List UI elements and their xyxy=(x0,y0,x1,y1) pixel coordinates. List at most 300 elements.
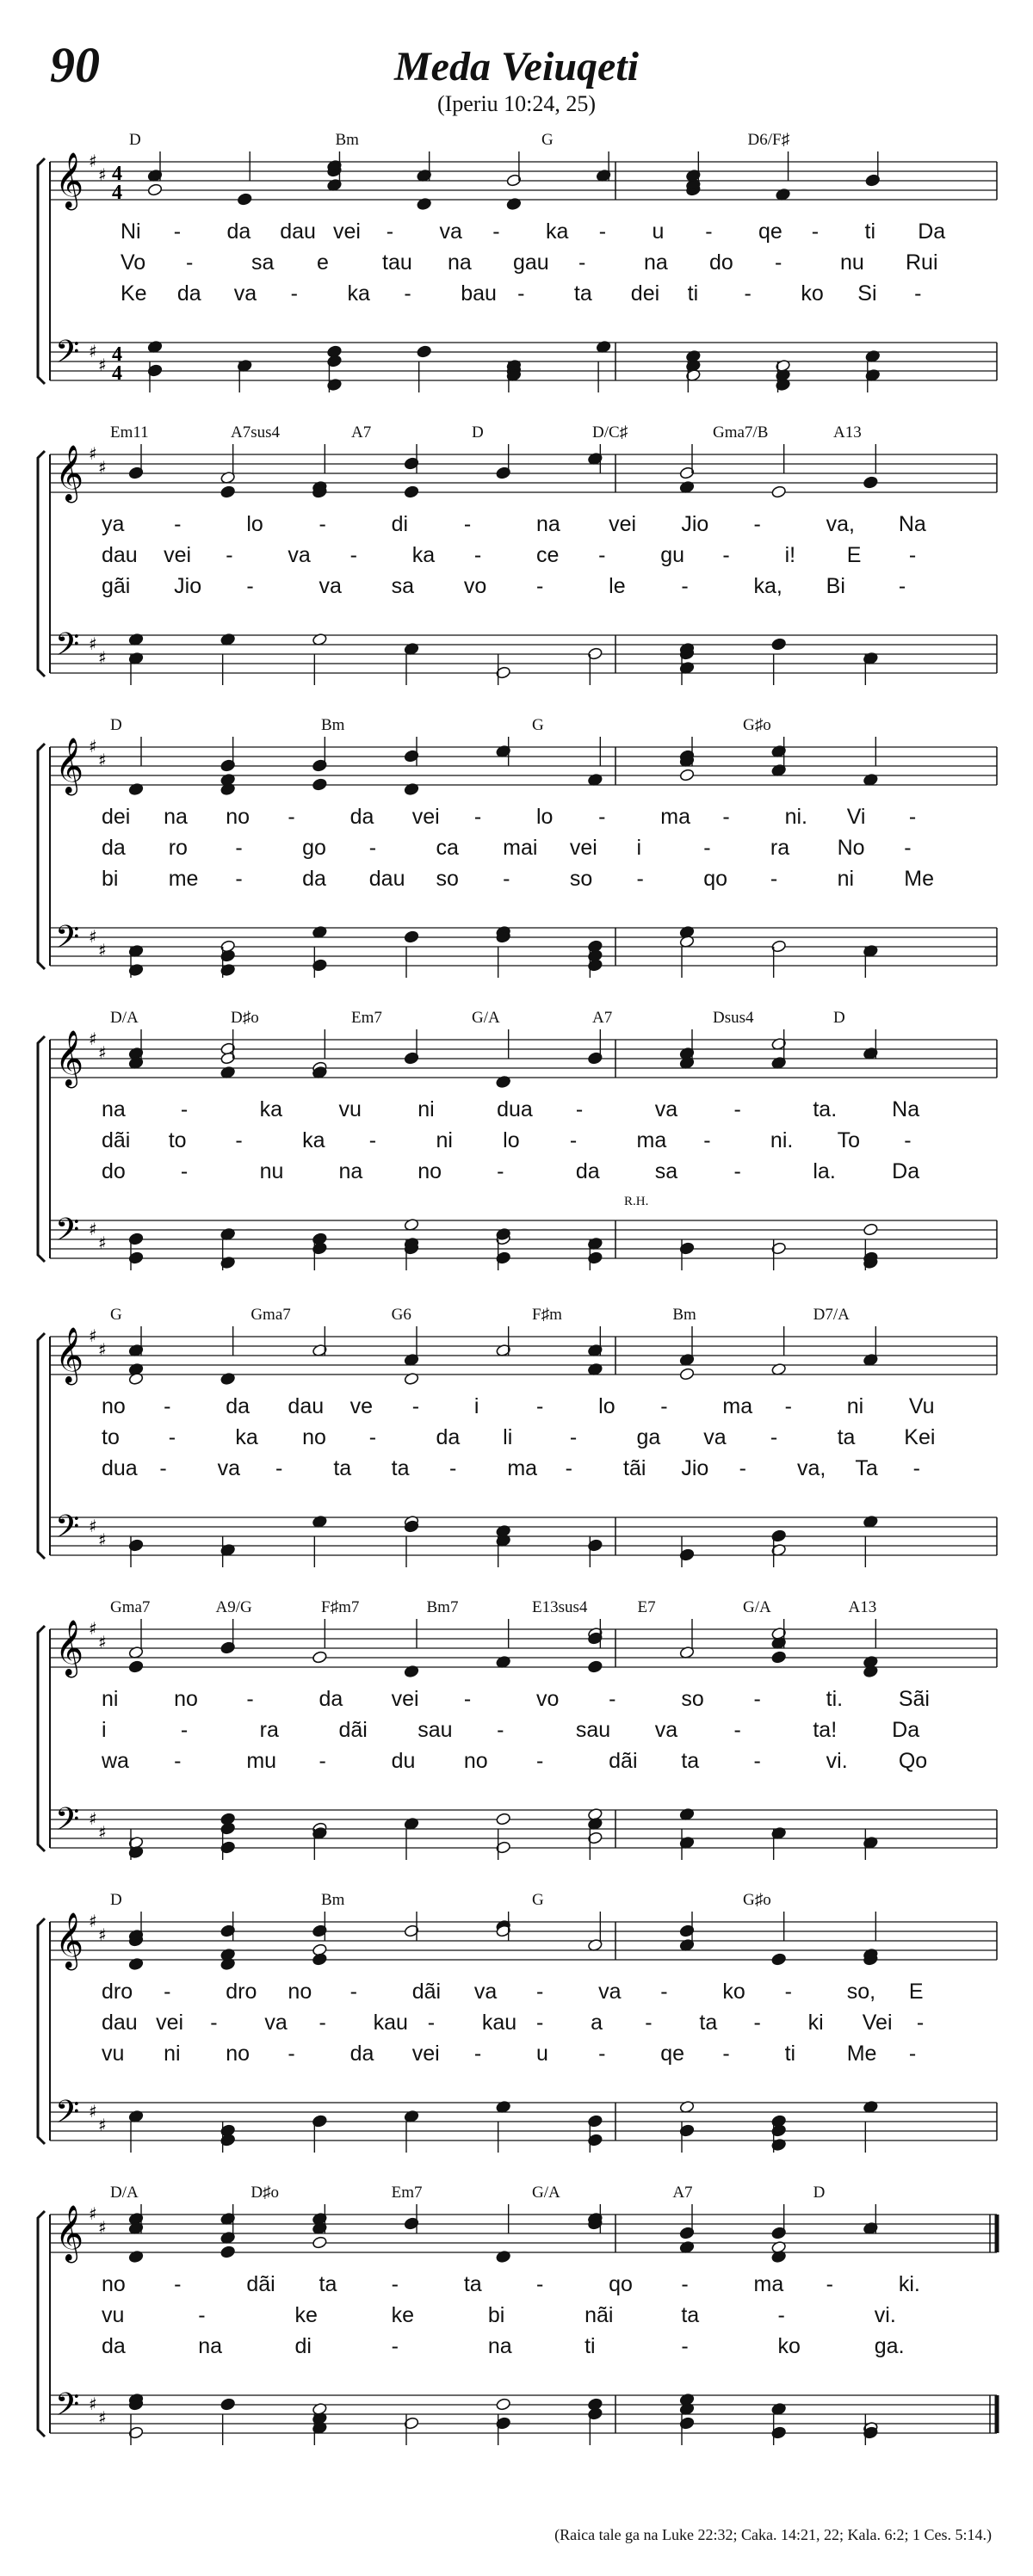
treble-clef: 𝄞 xyxy=(55,1327,84,1383)
chord-symbol: Bm xyxy=(321,1891,345,1909)
lyric-syllable: ka xyxy=(259,1097,283,1121)
lyric-syllable: - xyxy=(404,281,411,306)
lyric-syllable: - xyxy=(319,512,326,536)
lyric-syllable: va, xyxy=(826,512,856,536)
lyric-syllable: ti xyxy=(687,281,699,306)
lyric-syllable: wa xyxy=(102,1749,129,1773)
lyric-syllable: - xyxy=(391,2334,399,2358)
sharp-sign: ♯ xyxy=(89,1516,97,1536)
lyric-syllable: da xyxy=(302,867,326,891)
lyric-syllable: - xyxy=(180,1159,189,1183)
lyric-syllable: ni. xyxy=(784,805,807,829)
lyric-syllable: li xyxy=(503,1425,513,1449)
scripture-reference: (Iperiu 10:24, 25) xyxy=(436,91,597,116)
lyric-syllable: qe xyxy=(758,219,782,244)
lyric-syllable: ni. xyxy=(770,1128,794,1152)
chord-symbol: Em7 xyxy=(351,1009,382,1027)
lyric-syllable: sa xyxy=(391,574,415,598)
lyric-syllable: da xyxy=(226,1394,251,1418)
lyric-syllable: ni xyxy=(837,867,855,891)
lyric-syllable: nu xyxy=(259,1159,284,1183)
music-system xyxy=(0,2173,1033,2466)
lyric-syllable: gau xyxy=(513,250,549,275)
lyric-syllable: ma xyxy=(722,1394,753,1418)
sharp-sign: ♯ xyxy=(89,2101,97,2122)
lyric-syllable: no xyxy=(226,805,251,829)
lyric-syllable: Kei xyxy=(904,1425,936,1449)
lyric-syllable: no xyxy=(102,2272,126,2296)
lyric-syllable: E xyxy=(846,543,862,567)
lyric-syllable: - xyxy=(753,2011,761,2035)
lyric-syllable: ke xyxy=(391,2303,415,2327)
lyric-syllable: dau xyxy=(102,543,138,567)
lyric-syllable: na xyxy=(164,805,188,829)
lyric-syllable: u xyxy=(652,219,665,244)
lyric-syllable: lo xyxy=(598,1394,615,1418)
system-bracket xyxy=(38,1918,45,2144)
lyric-syllable: da xyxy=(349,805,374,829)
lyric-syllable: - xyxy=(681,2334,689,2358)
lyric-syllable: Bi xyxy=(826,574,845,598)
lyric-syllable: ta xyxy=(573,281,592,306)
lyric-syllable: dua xyxy=(497,1097,533,1121)
notehead xyxy=(404,485,419,498)
lyric-syllable: va xyxy=(217,1456,241,1480)
lyric-syllable: Ke xyxy=(121,281,147,306)
lyric-syllable: na xyxy=(338,1159,363,1183)
sharp-sign: ♯ xyxy=(98,355,107,375)
notehead xyxy=(404,930,419,943)
lyric-syllable: Ta xyxy=(855,1456,878,1480)
sharp-sign: ♯ xyxy=(98,1822,107,1843)
lyric-syllable: - xyxy=(660,1394,668,1418)
lyric-syllable: va xyxy=(654,1097,678,1121)
chord-symbol: Dsus4 xyxy=(713,1009,754,1027)
lyric-syllable: Da xyxy=(892,1159,920,1183)
chord-symbol: A7 xyxy=(672,2184,693,2202)
lyric-syllable: Na xyxy=(892,1097,920,1121)
lyric-syllable: - xyxy=(180,1097,189,1121)
chord-symbol: D xyxy=(129,131,141,149)
system-bracket xyxy=(38,158,45,384)
chord-symbol: Gma7/B xyxy=(713,423,769,442)
lyric-syllable: i xyxy=(636,836,642,860)
lyric-syllable: - xyxy=(536,2011,544,2035)
lyric-syllable: lo xyxy=(503,1128,520,1152)
lyric-syllable: va xyxy=(288,543,311,567)
sharp-sign: ♯ xyxy=(89,2203,97,2224)
notehead xyxy=(417,345,432,358)
sharp-sign: ♯ xyxy=(89,633,97,654)
lyric-syllable: - xyxy=(449,1456,457,1480)
lyric-syllable: ko xyxy=(777,2334,801,2358)
sharp-sign: ♯ xyxy=(89,1029,97,1049)
chord-symbol: Em11 xyxy=(110,423,149,442)
sharp-sign: ♯ xyxy=(89,2394,97,2414)
lyric-syllable: - xyxy=(916,2011,925,2035)
lyric-syllable: da xyxy=(226,219,251,244)
lyric-syllable: no xyxy=(418,1159,442,1183)
lyric-syllable: - xyxy=(235,867,243,891)
lyric-syllable: so xyxy=(681,1687,704,1711)
sharp-sign: ♯ xyxy=(98,1339,107,1360)
chord-symbol: F♯m7 xyxy=(321,1598,360,1616)
lyric-syllable: Sãi xyxy=(898,1687,930,1711)
bass-clef: 𝄢 xyxy=(55,2387,80,2431)
lyric-syllable: - xyxy=(198,2303,206,2327)
sharp-sign: ♯ xyxy=(89,443,97,464)
lyric-syllable: - xyxy=(368,1425,377,1449)
lyric-syllable: ta. xyxy=(813,1097,838,1121)
lyric-syllable: va xyxy=(598,1980,622,2004)
lyric-syllable: ko xyxy=(722,1980,745,2004)
lyric-syllable: na xyxy=(644,250,668,275)
sharp-sign: ♯ xyxy=(89,151,97,171)
chord-symbol: A9/G xyxy=(215,1598,252,1616)
lyric-syllable: vi. xyxy=(874,2303,896,2327)
lyric-syllable: - xyxy=(904,836,912,860)
chord-symbol: G/A xyxy=(743,1598,771,1616)
time-signature: 4 xyxy=(112,343,122,366)
chord-symbol: G♯o xyxy=(743,716,771,734)
lyric-syllable: - xyxy=(722,543,730,567)
chord-symbol: Bm xyxy=(672,1306,696,1324)
lyric-syllable: dau xyxy=(368,867,405,891)
lyric-syllable: dãi xyxy=(246,2272,275,2296)
lyric-syllable: ra xyxy=(259,1718,279,1742)
treble-clef: 𝄞 xyxy=(55,1030,84,1086)
lyric-syllable: ga. xyxy=(874,2334,905,2358)
lyric-syllable: - xyxy=(914,281,922,306)
hymn-number: 90 xyxy=(50,37,100,93)
lyric-syllable: - xyxy=(473,2042,482,2066)
lyric-syllable: dau xyxy=(102,2011,138,2035)
lyric-syllable: - xyxy=(908,2042,917,2066)
lyric-syllable: Vi xyxy=(846,805,866,829)
notehead xyxy=(220,2246,236,2258)
lyric-syllable: qo xyxy=(609,2272,633,2296)
lyric-syllable: ga xyxy=(636,1425,661,1449)
lyric-syllable: vei xyxy=(391,1687,419,1711)
music-system xyxy=(0,1295,1033,1588)
lyric-syllable: no xyxy=(102,1394,126,1418)
lyric-syllable: ti. xyxy=(826,1687,844,1711)
sharp-sign: ♯ xyxy=(98,647,107,668)
lyric-syllable: no xyxy=(226,2042,251,2066)
lyric-syllable: va xyxy=(264,2011,288,2035)
notehead xyxy=(679,1368,695,1381)
lyric-syllable: - xyxy=(174,512,182,536)
lyric-syllable: va xyxy=(233,281,257,306)
lyric-syllable: na xyxy=(448,250,472,275)
lyric-syllable: Si xyxy=(857,281,877,306)
sharp-sign: ♯ xyxy=(98,1924,107,1945)
notehead xyxy=(312,2236,327,2249)
lyric-syllable: ta xyxy=(463,2272,482,2296)
chord-symbol: A7 xyxy=(351,423,372,442)
chord-symbol: G/A xyxy=(472,1009,500,1027)
lyric-syllable: dãi xyxy=(411,1980,442,2004)
lyric-syllable: no xyxy=(463,1749,488,1773)
lyric-syllable: da xyxy=(319,1687,343,1711)
lyric-syllable: bau xyxy=(461,281,497,306)
notehead xyxy=(128,1660,144,1673)
lyric-syllable: Jio xyxy=(174,574,202,598)
chord-symbol: D xyxy=(110,716,122,734)
lyric-syllable: vo xyxy=(463,574,487,598)
lyric-syllable: ma xyxy=(636,1128,667,1152)
lyric-syllable: da xyxy=(436,1425,461,1449)
lyric-syllable: - xyxy=(368,836,377,860)
lyric-syllable: vei xyxy=(411,2042,440,2066)
lyric-syllable: - xyxy=(744,281,752,306)
lyric-syllable: - xyxy=(575,1097,584,1121)
lyric-syllable: ni xyxy=(164,2042,181,2066)
treble-clef: 𝄞 xyxy=(55,152,84,208)
lyric-syllable: ka xyxy=(302,1128,325,1152)
lyric-syllable: - xyxy=(912,1456,920,1480)
lyric-syllable: la. xyxy=(813,1159,836,1183)
lyric-syllable: - xyxy=(536,2272,544,2296)
system-bracket xyxy=(38,1333,45,1559)
lyric-syllable: ke xyxy=(294,2303,318,2327)
lyric-syllable: No xyxy=(837,836,865,860)
lyric-syllable: - xyxy=(784,1394,792,1418)
lyric-syllable: ti xyxy=(585,2334,596,2358)
chord-symbol: G♯o xyxy=(743,1891,771,1909)
lyric-syllable: - xyxy=(753,1687,761,1711)
lyric-syllable: so, xyxy=(846,1980,876,2004)
chord-symbol: G xyxy=(532,716,544,734)
lyric-syllable: gãi xyxy=(102,574,131,598)
sharp-sign: ♯ xyxy=(98,2407,107,2428)
lyric-syllable: - xyxy=(168,1425,176,1449)
lyric-syllable: dei xyxy=(102,805,131,829)
notehead xyxy=(863,1223,878,1236)
lyric-syllable: - xyxy=(598,219,607,244)
lyric-syllable: - xyxy=(319,1749,326,1773)
lyric-syllable: di xyxy=(294,2334,312,2358)
lyric-syllable: - xyxy=(174,2272,182,2296)
lyric-syllable: vu xyxy=(338,1097,362,1121)
lyric-syllable: va xyxy=(654,1718,678,1742)
lyric-syllable: du xyxy=(391,1749,416,1773)
lyric-syllable: da xyxy=(349,2042,374,2066)
lyric-syllable: lo xyxy=(536,805,554,829)
lyric-syllable: - xyxy=(492,219,500,244)
system-bracket xyxy=(38,1626,45,1851)
lyric-syllable: va xyxy=(473,1980,498,2004)
bass-clef: 𝄢 xyxy=(55,627,80,670)
lyric-syllable: - xyxy=(473,543,482,567)
lyric-syllable: ta xyxy=(333,1456,352,1480)
lyric-syllable: dau xyxy=(288,1394,325,1418)
lyric-syllable: no xyxy=(288,1980,312,2004)
notehead xyxy=(496,2398,511,2411)
lyric-syllable: me xyxy=(168,867,199,891)
lyric-syllable: - xyxy=(174,1749,182,1773)
lyric-syllable: ta xyxy=(681,1749,700,1773)
chord-symbol: Em7 xyxy=(391,2184,423,2202)
lyric-syllable: - xyxy=(660,1980,668,2004)
chord-symbol: Gma7 xyxy=(110,1598,151,1616)
lyric-syllable: kau xyxy=(373,2011,408,2035)
sharp-sign: ♯ xyxy=(98,1232,107,1253)
lyric-syllable: bi xyxy=(102,867,119,891)
lyric-syllable: ni xyxy=(418,1097,435,1121)
lyric-syllable: - xyxy=(349,1980,357,2004)
chord-symbol: A13 xyxy=(848,1598,877,1616)
notehead xyxy=(863,476,878,489)
lyric-syllable: - xyxy=(598,2042,606,2066)
lyric-syllable: - xyxy=(753,512,761,536)
lyric-syllable: na xyxy=(487,2334,512,2358)
treble-clef: 𝄞 xyxy=(55,1620,84,1676)
chord-symbol: Bm7 xyxy=(426,1598,459,1616)
lyric-syllable: - xyxy=(503,867,510,891)
notehead xyxy=(771,485,787,498)
lyric-syllable: ma xyxy=(660,805,691,829)
chord-symbol: D/A xyxy=(110,2184,139,2202)
lyric-syllable: - xyxy=(598,543,606,567)
lyric-syllable: gu xyxy=(660,543,685,567)
lyric-syllable: - xyxy=(463,1687,472,1711)
lyric-syllable: - xyxy=(722,805,730,829)
lyric-syllable: Vo xyxy=(121,250,146,275)
notehead xyxy=(771,1651,787,1664)
lyric-syllable: vei xyxy=(609,512,637,536)
lyric-syllable: ro xyxy=(168,836,188,860)
lyric-syllable: - xyxy=(235,1128,243,1152)
lyric-syllable: vei xyxy=(156,2011,184,2035)
chord-symbol: D♯o xyxy=(231,1009,259,1027)
treble-clef: 𝄞 xyxy=(55,2205,84,2261)
chord-symbol: A7 xyxy=(592,1009,613,1027)
lyric-syllable: ni xyxy=(102,1687,119,1711)
sharp-sign: ♯ xyxy=(98,2217,107,2238)
sharp-sign: ♯ xyxy=(89,1325,97,1346)
lyric-syllable: - xyxy=(473,805,482,829)
notehead xyxy=(496,1813,511,1825)
lyric-syllable: - xyxy=(569,1425,578,1449)
lyric-syllable: - xyxy=(210,2011,218,2035)
lyric-syllable: - xyxy=(565,1456,572,1480)
lyric-syllable: - xyxy=(517,281,525,306)
lyric-syllable: - xyxy=(703,1128,711,1152)
lyric-syllable: Jio xyxy=(681,1456,709,1480)
lyric-syllable: - xyxy=(681,574,689,598)
chord-symbol: D/C♯ xyxy=(592,423,628,442)
lyric-syllable: ka xyxy=(347,281,370,306)
lyric-syllable: ti xyxy=(784,2042,796,2066)
lyric-syllable: - xyxy=(536,574,544,598)
lyric-syllable: tãi xyxy=(623,1456,646,1480)
sharp-sign: ♯ xyxy=(98,1632,107,1652)
lyric-syllable: mai xyxy=(503,836,538,860)
lyric-syllable: ta! xyxy=(813,1718,838,1742)
chord-symbol: E7 xyxy=(637,1598,656,1616)
notehead xyxy=(312,1953,327,1966)
lyric-syllable: Vei xyxy=(862,2011,893,2035)
lyric-syllable: - xyxy=(681,2272,689,2296)
notehead xyxy=(771,1953,787,1966)
lyric-syllable: e xyxy=(317,250,329,275)
system-bracket xyxy=(38,744,45,969)
lyric-syllable: mu xyxy=(246,1749,277,1773)
lyric-syllable: - xyxy=(578,250,586,275)
lyric-syllable: - xyxy=(391,2272,399,2296)
lyric-syllable: bi xyxy=(487,2303,505,2327)
chord-symbol: A7sus4 xyxy=(231,423,281,442)
lyric-syllable: - xyxy=(288,805,295,829)
lyric-syllable: sa xyxy=(654,1159,678,1183)
lyric-syllable: - xyxy=(319,2011,326,2035)
music-system xyxy=(0,120,1033,413)
chord-symbol: D xyxy=(472,423,484,442)
lyric-syllable: - xyxy=(427,2011,436,2035)
system-bracket xyxy=(38,2211,45,2437)
hymn-title: Meda Veiuqeti xyxy=(394,44,639,90)
lyric-syllable: dãi xyxy=(609,1749,638,1773)
chord-symbol: G6 xyxy=(391,1306,411,1324)
lyric-syllable: - xyxy=(904,1128,912,1152)
chord-symbol: F♯m xyxy=(532,1306,562,1324)
chord-symbol: Gma7 xyxy=(251,1306,291,1324)
bass-clef: 𝄢 xyxy=(55,2094,80,2138)
lyric-syllable: ti xyxy=(864,219,875,244)
chord-symbol: Bm xyxy=(321,716,345,734)
lyric-syllable: Da xyxy=(918,219,946,244)
lyric-syllable: - xyxy=(290,281,298,306)
lyric-syllable: vei xyxy=(164,543,192,567)
lyric-syllable: da xyxy=(102,2334,126,2358)
lyric-syllable: - xyxy=(775,250,782,275)
lyric-syllable: na xyxy=(536,512,560,536)
lyric-syllable: so xyxy=(569,867,593,891)
chord-symbol: D xyxy=(110,1891,122,1909)
sharp-sign: ♯ xyxy=(98,1529,107,1550)
lyric-syllable: va, xyxy=(797,1456,826,1480)
lyric-syllable: - xyxy=(349,543,357,567)
sharp-sign: ♯ xyxy=(98,940,107,961)
lyric-syllable: nu xyxy=(840,250,864,275)
chord-symbol: G xyxy=(532,1891,544,1909)
chord-symbol: G xyxy=(110,1306,122,1324)
notehead xyxy=(147,183,163,196)
lyric-syllable: kau xyxy=(481,2011,517,2035)
lyric-syllable: vo xyxy=(536,1687,560,1711)
footer-references: (Raica tale ga na Luke 22:32; Caka. 14:21, 22; Kala. 6:2; 1 Ces. 5:14.) xyxy=(554,2526,992,2543)
chord-symbol: D♯o xyxy=(251,2184,280,2202)
sharp-sign: ♯ xyxy=(89,1808,97,1829)
bass-clef: 𝄢 xyxy=(55,1801,80,1845)
lyric-syllable: E xyxy=(908,1980,924,2004)
lyric-syllable: vei xyxy=(333,219,361,244)
notehead xyxy=(237,193,252,206)
lyric-syllable: vu xyxy=(102,2042,125,2066)
lyric-syllable: dro xyxy=(226,1980,257,2004)
lyric-syllable: - xyxy=(908,805,917,829)
notehead xyxy=(679,769,695,781)
sharp-sign: ♯ xyxy=(98,1042,107,1063)
chord-symbol: G/A xyxy=(532,2184,560,2202)
lyric-syllable: - xyxy=(569,1128,578,1152)
lyric-syllable: - xyxy=(180,1718,189,1742)
lyric-syllable: - xyxy=(536,1394,544,1418)
lyric-syllable: lo xyxy=(246,512,263,536)
sharp-sign: ♯ xyxy=(89,341,97,361)
lyric-syllable: Qo xyxy=(898,1749,928,1773)
